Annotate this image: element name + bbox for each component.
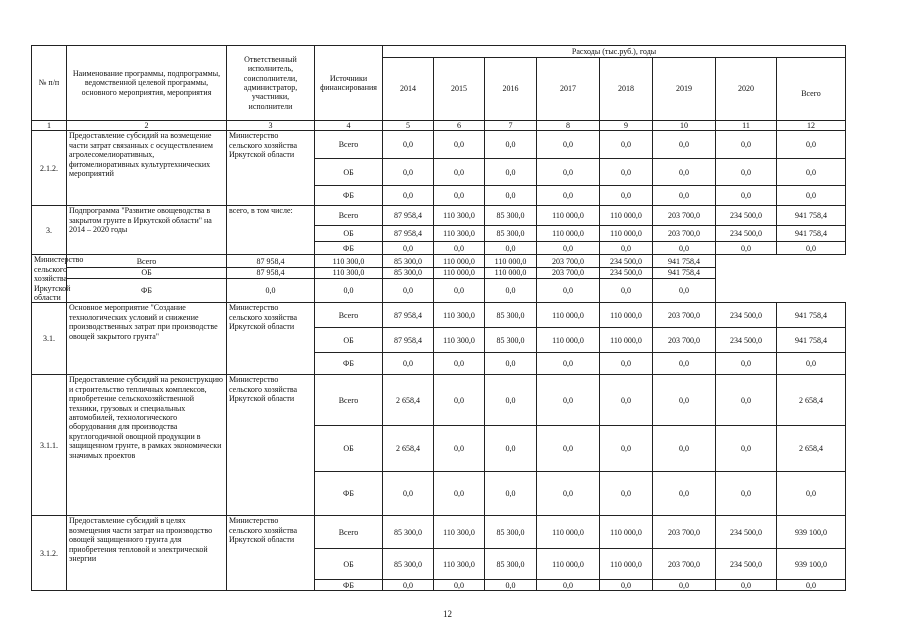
year-value: 110 300,0 (434, 516, 485, 549)
year-value: 0,0 (716, 186, 777, 206)
column-number: 2 (67, 121, 227, 131)
year-value: 110 000,0 (600, 516, 653, 549)
row-responsible: Министерство сельского хозяйства Иркутской области (227, 303, 315, 375)
header-source: Источники финансирования (315, 46, 383, 121)
table-row (32, 206, 846, 226)
funding-source: Всего (315, 206, 383, 226)
year-value: 0,0 (537, 186, 600, 206)
year-value: 110 000,0 (537, 549, 600, 580)
year-value: 234 500,0 (716, 303, 777, 328)
funding-source: Всего (315, 516, 383, 549)
table-row (32, 303, 846, 328)
year-value: 87 958,4 (227, 268, 315, 279)
year-value: 0,0 (383, 242, 434, 255)
row-group-3-1 (32, 303, 846, 375)
funding-source: ОБ (315, 328, 383, 353)
year-value: 0,0 (434, 242, 485, 255)
header-num: № п/п (32, 46, 67, 121)
year-value: 234 500,0 (716, 516, 777, 549)
row-name: Основное мероприятие "Создание технологических условий и снижение производственных затрат при производстве овощей закрытого грунта" (67, 303, 227, 375)
funding-source: ОБ (315, 159, 383, 186)
year-value: 85 300,0 (485, 328, 537, 353)
year-value: 85 300,0 (485, 303, 537, 328)
table-row (32, 279, 846, 303)
year-value: 0,0 (537, 159, 600, 186)
year-value: 0,0 (315, 279, 383, 303)
funding-source: ОБ (315, 549, 383, 580)
funding-source: ОБ (315, 226, 383, 242)
year-value: 234 500,0 (600, 255, 653, 268)
year-value: 0,0 (485, 279, 537, 303)
total-value: 0,0 (653, 279, 716, 303)
header-year: 2019 (653, 58, 716, 121)
year-value: 110 000,0 (537, 516, 600, 549)
year-value: 0,0 (485, 159, 537, 186)
year-value: 110 000,0 (537, 303, 600, 328)
total-value: 941 758,4 (653, 268, 716, 279)
year-value: 0,0 (537, 426, 600, 472)
funding-source: Всего (315, 303, 383, 328)
year-value: 0,0 (653, 159, 716, 186)
year-value: 0,0 (434, 426, 485, 472)
year-value: 234 500,0 (600, 268, 653, 279)
year-value: 203 700,0 (653, 206, 716, 226)
column-number: 10 (653, 121, 716, 131)
column-numbers-row (32, 121, 846, 131)
year-value: 85 300,0 (383, 255, 434, 268)
row-responsible: Министерство сельского хозяйства Иркутской области (227, 375, 315, 516)
column-number: 5 (383, 121, 434, 131)
row-number: 3.1. (32, 303, 67, 375)
table-row (32, 268, 846, 279)
year-value: 0,0 (653, 131, 716, 159)
column-number: 9 (600, 121, 653, 131)
year-value: 110 300,0 (315, 268, 383, 279)
year-value: 0,0 (383, 353, 434, 375)
row-group-3-ministry (32, 255, 846, 303)
column-number: 6 (434, 121, 485, 131)
header-year: 2017 (537, 58, 600, 121)
row-number: 2.1.2. (32, 131, 67, 206)
year-value: 0,0 (600, 353, 653, 375)
year-value: 203 700,0 (537, 255, 600, 268)
year-value: 0,0 (653, 242, 716, 255)
year-value: 203 700,0 (653, 303, 716, 328)
funding-source: ОБ (67, 268, 227, 279)
year-value: 0,0 (600, 472, 653, 516)
year-value: 110 000,0 (434, 255, 485, 268)
year-value: 87 958,4 (227, 255, 315, 268)
year-value: 0,0 (434, 131, 485, 159)
year-value: 0,0 (653, 353, 716, 375)
column-number: 7 (485, 121, 537, 131)
year-value: 85 300,0 (485, 516, 537, 549)
total-value: 941 758,4 (777, 226, 846, 242)
year-value: 0,0 (485, 426, 537, 472)
row-number: 3. (32, 206, 67, 255)
year-value: 0,0 (716, 159, 777, 186)
year-value: 0,0 (485, 353, 537, 375)
total-value: 0,0 (777, 186, 846, 206)
funding-source: ФБ (67, 279, 227, 303)
year-value: 0,0 (485, 375, 537, 426)
year-value: 0,0 (653, 472, 716, 516)
column-number: 8 (537, 121, 600, 131)
page-number: 12 (443, 609, 452, 619)
funding-source: ФБ (315, 242, 383, 255)
year-value: 85 300,0 (485, 206, 537, 226)
year-value: 0,0 (434, 580, 485, 591)
year-value: 203 700,0 (653, 226, 716, 242)
year-value: 0,0 (537, 580, 600, 591)
header-year: 2014 (383, 58, 434, 121)
year-value: 110 000,0 (600, 549, 653, 580)
year-value: 234 500,0 (716, 206, 777, 226)
funding-source: Всего (67, 255, 227, 268)
header-year: 2015 (434, 58, 485, 121)
year-value: 110 300,0 (434, 549, 485, 580)
year-value: 85 300,0 (383, 549, 434, 580)
year-value: 0,0 (716, 426, 777, 472)
row-responsible: Министерство сельского хозяйства Иркутской области (227, 131, 315, 206)
year-value: 110 000,0 (537, 328, 600, 353)
year-value: 0,0 (600, 279, 653, 303)
year-value: 0,0 (537, 242, 600, 255)
row-name: Предоставление субсидий в целях возмещения части затрат на производство овощей защищенного грунта для приобретения тепловой и электрической энергии (67, 516, 227, 591)
header-responsible: Ответственный исполнитель, соисполнители, администратор, участники, исполнители (227, 46, 315, 121)
year-value: 110 000,0 (537, 226, 600, 242)
year-value: 110 000,0 (600, 328, 653, 353)
year-value: 0,0 (716, 472, 777, 516)
year-value: 110 300,0 (434, 226, 485, 242)
header-name: Наименование программы, подпрограммы, ведомственной целевой программы, основного мероприятия, мероприятия (67, 46, 227, 121)
year-value: 110 000,0 (600, 303, 653, 328)
year-value: 0,0 (600, 375, 653, 426)
row-name: Подпрограмма "Развитие овощеводства в закрытом грунте в Иркутской области" на 2014 – 2020 годы (67, 206, 227, 255)
year-value: 0,0 (716, 131, 777, 159)
year-value: 203 700,0 (653, 549, 716, 580)
total-value: 0,0 (777, 242, 846, 255)
header-expenses: Расходы (тыс.руб.), годы (383, 46, 846, 58)
row-group-2-1-2 (32, 131, 846, 206)
year-value: 0,0 (600, 242, 653, 255)
year-value: 0,0 (485, 242, 537, 255)
year-value: 0,0 (716, 353, 777, 375)
year-value: 0,0 (653, 186, 716, 206)
year-value: 0,0 (653, 426, 716, 472)
header-year: 2020 (716, 58, 777, 121)
year-value: 0,0 (716, 375, 777, 426)
total-value: 2 658,4 (777, 375, 846, 426)
total-value: 941 758,4 (653, 255, 716, 268)
year-value: 0,0 (434, 375, 485, 426)
year-value: 0,0 (227, 279, 315, 303)
year-value: 110 300,0 (315, 255, 383, 268)
year-value: 110 000,0 (485, 255, 537, 268)
header-year: 2018 (600, 58, 653, 121)
year-value: 0,0 (485, 131, 537, 159)
row-name: Предоставление субсидий на возмещение части затрат связанных с осуществлением агролесомелиоративных, фитомелиоративных культуртехнических мероприятий (67, 131, 227, 206)
table-row (32, 516, 846, 549)
total-value: 0,0 (777, 472, 846, 516)
budget-table (31, 45, 846, 591)
total-value: 941 758,4 (777, 328, 846, 353)
funding-source: ФБ (315, 580, 383, 591)
year-value: 110 300,0 (434, 206, 485, 226)
year-value: 0,0 (383, 472, 434, 516)
year-value: 234 500,0 (716, 549, 777, 580)
table-row (32, 255, 846, 268)
header-year: 2016 (485, 58, 537, 121)
year-value: 0,0 (383, 159, 434, 186)
year-value: 0,0 (653, 580, 716, 591)
year-value: 0,0 (485, 186, 537, 206)
column-number: 12 (777, 121, 846, 131)
table-row (32, 131, 846, 159)
total-value: 0,0 (777, 580, 846, 591)
year-value: 0,0 (485, 472, 537, 516)
year-value: 203 700,0 (653, 516, 716, 549)
year-value: 0,0 (653, 375, 716, 426)
row-group-3-1-1 (32, 375, 846, 516)
year-value: 0,0 (537, 472, 600, 516)
total-value: 0,0 (777, 131, 846, 159)
column-number: 1 (32, 121, 67, 131)
year-value: 2 658,4 (383, 426, 434, 472)
year-value: 0,0 (600, 131, 653, 159)
year-value: 0,0 (485, 580, 537, 591)
year-value: 0,0 (600, 159, 653, 186)
year-value: 85 300,0 (485, 226, 537, 242)
year-value: 0,0 (434, 279, 485, 303)
year-value: 203 700,0 (537, 268, 600, 279)
funding-source: ФБ (315, 472, 383, 516)
year-value: 0,0 (716, 242, 777, 255)
header-total: Всего (777, 58, 846, 121)
year-value: 110 300,0 (434, 328, 485, 353)
row-responsible: всего, в том числе: (227, 206, 315, 255)
funding-source: Всего (315, 375, 383, 426)
total-value: 941 758,4 (777, 206, 846, 226)
row-responsible: Министерство сельского хозяйства Иркутской области (227, 516, 315, 591)
year-value: 110 000,0 (434, 268, 485, 279)
year-value: 0,0 (383, 580, 434, 591)
table-row (32, 375, 846, 426)
year-value: 85 300,0 (383, 516, 434, 549)
year-value: 234 500,0 (716, 226, 777, 242)
row-number: 3.1.2. (32, 516, 67, 591)
year-value: 110 000,0 (600, 226, 653, 242)
year-value: 87 958,4 (383, 206, 434, 226)
year-value: 87 958,4 (383, 328, 434, 353)
column-number: 11 (716, 121, 777, 131)
year-value: 2 658,4 (383, 375, 434, 426)
year-value: 0,0 (537, 131, 600, 159)
year-value: 0,0 (434, 353, 485, 375)
total-value: 0,0 (777, 159, 846, 186)
total-value: 939 100,0 (777, 549, 846, 580)
total-value: 941 758,4 (777, 303, 846, 328)
year-value: 203 700,0 (653, 328, 716, 353)
column-number: 4 (315, 121, 383, 131)
year-value: 0,0 (537, 375, 600, 426)
year-value: 0,0 (600, 186, 653, 206)
year-value: 0,0 (600, 426, 653, 472)
year-value: 0,0 (383, 186, 434, 206)
year-value: 0,0 (434, 472, 485, 516)
row-group-3-1-2 (32, 516, 846, 591)
year-value: 0,0 (600, 580, 653, 591)
row-number: 3.1.1. (32, 375, 67, 516)
funding-source: ФБ (315, 353, 383, 375)
funding-source: ОБ (315, 426, 383, 472)
total-value: 0,0 (777, 353, 846, 375)
row-name: Предоставление субсидий на реконструкцию и строительство тепличных комплексов, приобретение сельскохозяйственной техники, грузовых и специальных автомобилей, технологического оборудования для производства круглогодичной овощной продукции в защищенном грунте, в рамках экономически значимых проектов (67, 375, 227, 516)
year-value: 0,0 (537, 353, 600, 375)
funding-source: Всего (315, 131, 383, 159)
year-value: 0,0 (716, 580, 777, 591)
year-value: 0,0 (383, 279, 434, 303)
year-value: 87 958,4 (383, 303, 434, 328)
year-value: 85 300,0 (383, 268, 434, 279)
year-value: 110 000,0 (485, 268, 537, 279)
funding-source: ФБ (315, 186, 383, 206)
year-value: 85 300,0 (485, 549, 537, 580)
row-group-3 (32, 206, 846, 255)
year-value: 0,0 (434, 159, 485, 186)
row-responsible: Министерство сельского хозяйства Иркутской области (32, 255, 67, 303)
year-value: 110 300,0 (434, 303, 485, 328)
year-value: 0,0 (537, 279, 600, 303)
year-value: 0,0 (434, 186, 485, 206)
total-value: 2 658,4 (777, 426, 846, 472)
year-value: 87 958,4 (383, 226, 434, 242)
year-value: 234 500,0 (716, 328, 777, 353)
year-value: 110 000,0 (600, 206, 653, 226)
year-value: 110 000,0 (537, 206, 600, 226)
column-number: 3 (227, 121, 315, 131)
year-value: 0,0 (383, 131, 434, 159)
total-value: 939 100,0 (777, 516, 846, 549)
